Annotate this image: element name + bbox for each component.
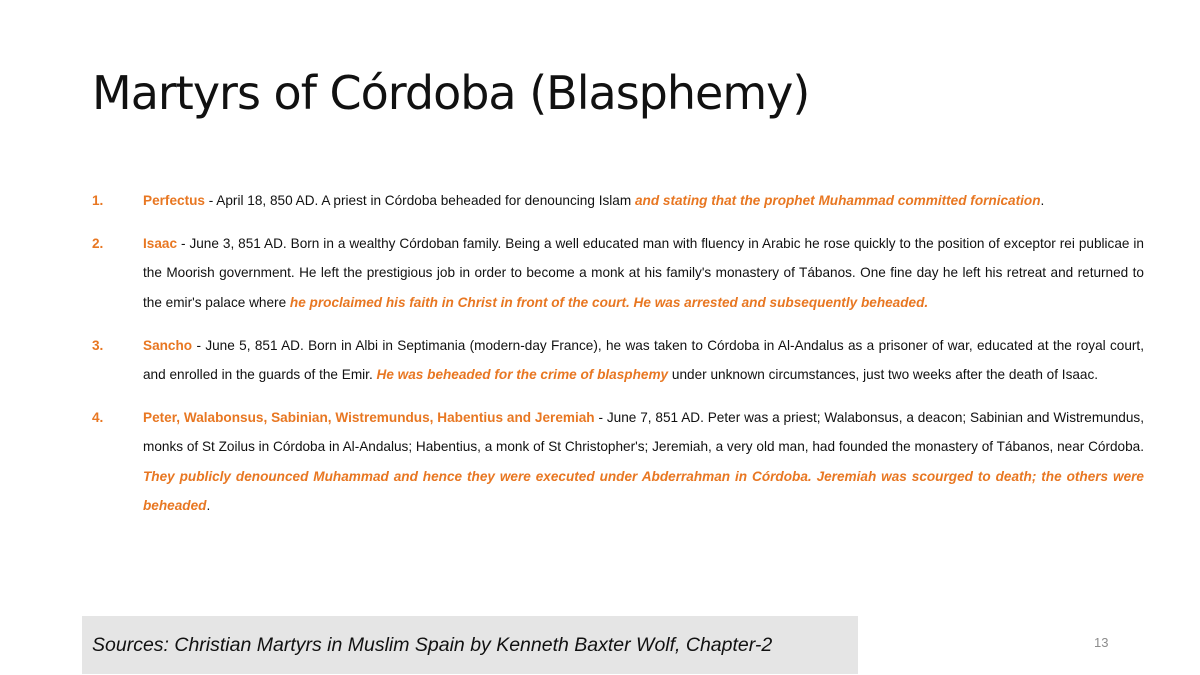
slide-title: Martyrs of Córdoba (Blasphemy): [92, 66, 810, 120]
list-item-isaac: [92, 229, 1144, 317]
item-text: under unknown circumstances, just two weeks after the death of Isaac.: [668, 367, 1099, 383]
list-item-number: 3.: [92, 337, 104, 353]
item-text: - June 7, 851 AD. Peter was a priest; Walabonsus, a deacon; Sabinian and Wistremundus, monks of St Zoilus in Córdoba in Al-Andalus; Habentius, a monk of St Christopher's; Jeremiah, a very old man, had founded the monastery of Tábanos, near Córdoba.: [143, 410, 1144, 455]
list-item-peter-and-companions: [92, 403, 1144, 520]
list-item-body: [143, 403, 1144, 520]
highlighted-text: They publicly denounced Muhammad and hence they were executed under Abderrahman in Córdoba. Jeremiah was scourged to death; the others were beheaded: [143, 468, 1144, 513]
item-text: - June 3, 851 AD. Born in a wealthy Córdoban family. Being a well educated man with fluency in Arabic he rose quickly to the position of exceptor rei publicae in the Moorish government. He left the prestigious job in order to become a monk at his family's monastery of Tábanos. One fine day he left his retreat and returned to the emir's palace where: [143, 236, 1144, 310]
list-item-number: 2.: [92, 236, 104, 252]
martyr-name: Peter, Walabonsus, Sabinian, Wistremundus, Habentius and Jeremiah: [143, 410, 595, 426]
list-item-number: 4.: [92, 410, 104, 426]
item-text: - June 5, 851 AD. Born in Albi in Septimania (modern-day France), he was taken to Córdoba in Al-Andalus as a prisoner of war, educated at the royal court, and enrolled in the guards of the Emir.: [143, 337, 1144, 383]
list-item-body: [143, 331, 1144, 389]
list-item-body: [143, 229, 1144, 317]
martyr-name: Isaac: [143, 236, 178, 252]
sources-box: [82, 616, 858, 674]
martyr-name: Sancho: [143, 337, 193, 353]
list-item-perfectus: [92, 186, 1144, 215]
highlighted-text: and stating that the prophet Muhammad committed fornication: [634, 193, 1041, 208]
item-text: .: [206, 497, 211, 513]
item-text: .: [1040, 193, 1045, 208]
martyr-name: Perfectus: [143, 193, 205, 208]
list-item-number: 1.: [92, 193, 104, 208]
list-item-sancho: [92, 331, 1144, 389]
item-text: - April 18, 850 AD. A priest in Córdoba beheaded for denouncing Islam: [204, 193, 635, 208]
highlighted-text: He was beheaded for the crime of blasphemy: [376, 367, 669, 383]
list-item-body: [143, 186, 1144, 215]
sources-citation: Sources: Christian Martyrs in Muslim Spain by Kenneth Baxter Wolf, Chapter-2: [92, 633, 773, 656]
martyrs-list: [92, 186, 1144, 534]
highlighted-text: he proclaimed his faith in Christ in front of the court. He was arrested and subsequently beheaded.: [289, 294, 929, 310]
page-number: 13: [1094, 635, 1109, 650]
